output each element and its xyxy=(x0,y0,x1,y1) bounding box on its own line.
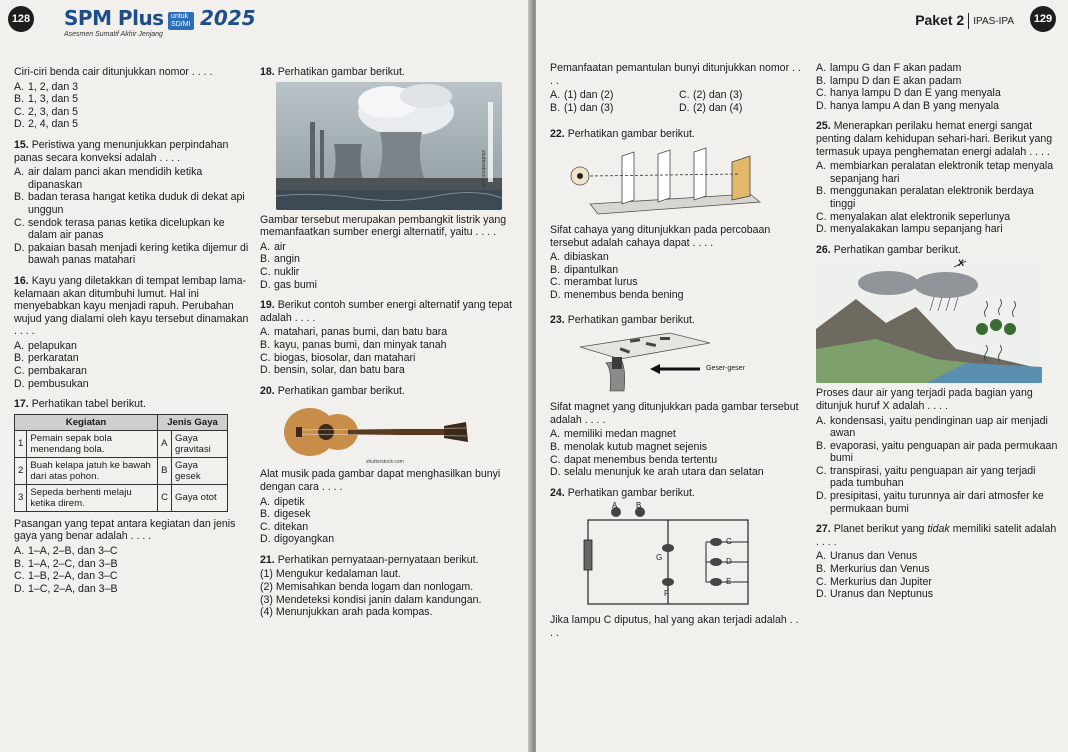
option[interactable] xyxy=(14,570,250,583)
option[interactable] xyxy=(550,89,673,102)
option-text: matahari, panas bumi, dan batu bara xyxy=(274,326,448,339)
option[interactable] xyxy=(550,428,802,441)
option-text: menyalakan alat elektronik seperlunya xyxy=(830,210,1011,223)
option[interactable] xyxy=(816,100,1060,113)
option-text: Merkurius dan Jupiter xyxy=(830,575,932,588)
question-17 xyxy=(14,398,250,595)
nuclear-plant-illustration xyxy=(276,82,502,210)
question-number: 22. xyxy=(550,128,565,141)
option-letter: C. xyxy=(14,105,25,118)
table-cell: Buah kelapa jatuh ke bawah dari atas pohon. xyxy=(27,457,158,484)
option[interactable] xyxy=(550,102,673,115)
option-text: perkaratan xyxy=(28,352,79,365)
option-text: 1, 3, dan 5 xyxy=(28,93,79,106)
question-number: 21. xyxy=(260,553,275,566)
option-text: (2) dan (3) xyxy=(693,89,743,102)
question-text: Planet berikut yang xyxy=(833,523,925,536)
option[interactable] xyxy=(14,118,250,131)
left-column-1 xyxy=(14,66,250,603)
option[interactable] xyxy=(816,588,1060,601)
table-cell: Sepeda berhenti melaju ketika direm. xyxy=(27,484,158,511)
option-letter: D. xyxy=(816,99,827,112)
option-text: menyalakakan lampu sepanjang hari xyxy=(830,223,1003,236)
option[interactable] xyxy=(260,508,522,521)
question-text: Alat musik pada gambar dapat menghasilkan bunyi dengan cara . . . . xyxy=(260,468,501,493)
brand-subtitle: Asesmen Sumatif Akhir Jenjang xyxy=(64,31,163,38)
option-text: dipantulkan xyxy=(564,263,619,276)
option-text: memiliki medan magnet xyxy=(564,428,676,441)
statement: (3) Mendeteksi kondisi janin dalam kandungan. xyxy=(260,593,482,606)
question-number: 17. xyxy=(14,398,29,411)
question-stem xyxy=(816,523,1060,548)
water-cycle-image xyxy=(816,259,1042,383)
option-letter: C. xyxy=(816,575,827,588)
option[interactable] xyxy=(14,558,250,571)
option-letter: B. xyxy=(550,440,561,453)
paket-label: Paket 2 xyxy=(915,12,965,28)
option-text: 1, 2, dan 3 xyxy=(28,80,79,93)
question-number: 19. xyxy=(260,299,275,312)
subject-label: IPAS-IPA xyxy=(973,15,1014,27)
question-number: 16. xyxy=(14,274,29,287)
option-letter: A. xyxy=(550,89,561,102)
option-letter: B. xyxy=(14,557,25,570)
light-experiment-image xyxy=(550,144,770,220)
question-text: Pemanfaatan pemantulan bunyi ditunjukkan nomor . . . . xyxy=(550,62,801,87)
option-text: air xyxy=(274,240,286,253)
question-stem xyxy=(14,275,250,338)
question-23 xyxy=(550,314,802,479)
option-letter: B. xyxy=(550,263,561,276)
option[interactable] xyxy=(260,364,522,377)
lamp-label-f: F xyxy=(664,589,669,599)
option-text: ditekan xyxy=(274,520,309,533)
option-text: kayu, panas bumi, dan minyak tanah xyxy=(274,338,447,351)
paket-header xyxy=(915,12,1014,29)
option-letter: D. xyxy=(816,588,827,601)
option-letter: C. xyxy=(260,520,271,533)
question-stem xyxy=(550,128,802,141)
option-letter: A. xyxy=(816,414,827,427)
option[interactable] xyxy=(679,102,802,115)
question-text: Menerapkan perilaku hemat energi sangat penting dalam kehidupan sehari-hari. Berikut yang termasuk upaya penghematan energi adalah . . . . xyxy=(816,120,1053,158)
option-text: angin xyxy=(274,253,300,266)
option[interactable] xyxy=(260,339,522,352)
option-letter: D. xyxy=(550,466,561,479)
option[interactable] xyxy=(679,89,802,102)
question-stem xyxy=(550,487,802,500)
option[interactable] xyxy=(14,242,250,267)
option-text: evaporasi, yaitu penguapan air pada permukaan bumi xyxy=(830,439,1058,465)
option[interactable] xyxy=(260,521,522,534)
magnet-image xyxy=(550,329,780,397)
badge-bottom: SD/MI xyxy=(171,20,191,28)
question-stem xyxy=(816,244,1060,257)
option-letter: A. xyxy=(14,166,25,179)
option-text: Merkurius dan Venus xyxy=(830,563,930,576)
option-text: (1) dan (2) xyxy=(564,89,614,102)
option-letter: C. xyxy=(14,570,25,583)
option-text: merambat lurus xyxy=(564,276,638,289)
option[interactable] xyxy=(816,465,1060,490)
question-24 xyxy=(550,487,802,640)
option-letter: D. xyxy=(14,241,25,254)
question-number: 15. xyxy=(14,138,29,151)
option-letter: A. xyxy=(816,62,827,74)
question-number: 20. xyxy=(260,384,275,397)
question-15 xyxy=(14,139,250,267)
option[interactable] xyxy=(260,352,522,365)
option-letter: B. xyxy=(14,191,25,204)
option[interactable] xyxy=(14,365,250,378)
question-number: 26. xyxy=(816,243,831,256)
option-text: air dalam panci akan mendidih ketika dipanaskan xyxy=(28,166,203,191)
option[interactable] xyxy=(14,166,250,191)
question-text: memiliki satelit adalah . . . . xyxy=(816,523,1057,548)
option-letter: D. xyxy=(14,118,25,131)
image-watermark: shutterstock.com xyxy=(366,459,404,465)
option[interactable] xyxy=(816,550,1060,563)
question-text: Perhatikan tabel berikut. xyxy=(31,398,146,411)
option-text: nuklir xyxy=(274,265,300,278)
option-letter: A. xyxy=(260,326,271,339)
option-letter: A. xyxy=(550,251,561,264)
brand-logo xyxy=(64,6,274,40)
option[interactable] xyxy=(816,490,1060,515)
table-row xyxy=(15,484,228,511)
table-cell: A xyxy=(158,430,172,457)
brand-badge xyxy=(168,12,193,30)
option[interactable] xyxy=(816,75,1060,88)
option[interactable] xyxy=(14,93,250,106)
magnet-illustration xyxy=(550,329,780,397)
table-cell: 3 xyxy=(15,484,27,511)
question-24-tail xyxy=(816,62,1060,112)
option-letter: D. xyxy=(260,533,271,546)
option-text: Uranus dan Venus xyxy=(830,550,918,563)
option[interactable] xyxy=(816,62,1060,75)
option-letter: C. xyxy=(260,265,271,278)
option[interactable] xyxy=(816,576,1060,589)
option-letter: C. xyxy=(550,276,561,289)
option-text: digoyangkan xyxy=(274,533,335,546)
option-text: pakaian basah menjadi kering ketika dijemur di bawah panas matahari xyxy=(28,241,249,267)
option-text: (2) dan (4) xyxy=(693,101,743,114)
option-letter: A. xyxy=(550,428,561,441)
question-number: 25. xyxy=(816,120,831,133)
question-text: Pasangan yang tepat antara kegiatan dan jenis gaya yang benar adalah . . . . xyxy=(14,517,236,543)
question-text: Perhatikan gambar berikut. xyxy=(833,243,961,256)
option-text: bensin, solar, dan batu bara xyxy=(274,364,405,377)
lamp-label-g: G xyxy=(656,553,663,563)
left-page xyxy=(0,0,532,752)
label-x: X xyxy=(958,259,965,269)
table-cell: 2 xyxy=(15,457,27,484)
statement: (1) Mengukur kedalaman laut. xyxy=(260,568,401,581)
option-letter: A. xyxy=(260,240,271,253)
option-letter: B. xyxy=(260,508,271,521)
option-letter: B. xyxy=(816,185,827,198)
table-cell: 1 xyxy=(15,430,27,457)
power-plant-watermark: shutterstock.com xyxy=(480,150,486,188)
question-19 xyxy=(260,299,522,377)
option[interactable] xyxy=(14,81,250,94)
option-letter: A. xyxy=(260,495,271,508)
option-letter: B. xyxy=(260,253,271,266)
table-cell: Gaya otot xyxy=(172,484,228,511)
question-text: Proses daur air yang terjadi pada bagian yang ditunjuk huruf X adalah . . . . xyxy=(816,387,1033,412)
option[interactable] xyxy=(550,264,802,277)
option[interactable] xyxy=(550,441,802,454)
question-number: 27. xyxy=(816,523,831,536)
question-21-tail xyxy=(550,62,802,114)
option[interactable] xyxy=(14,340,250,353)
option-letter: B. xyxy=(816,74,827,87)
question-stem xyxy=(260,299,522,324)
question-number: 24. xyxy=(550,486,565,499)
option-letter: D. xyxy=(14,582,25,595)
option[interactable] xyxy=(260,241,522,254)
option-text: Uranus dan Neptunus xyxy=(830,588,934,601)
option-text: 1–B, 2–A, dan 3–C xyxy=(28,570,118,583)
option[interactable] xyxy=(550,289,802,302)
question-stem xyxy=(14,139,250,164)
light-cards-illustration xyxy=(550,144,770,220)
option-letter: C. xyxy=(816,87,827,100)
option-letter: C. xyxy=(816,210,827,223)
table-row xyxy=(15,457,228,484)
option[interactable] xyxy=(14,378,250,391)
option-text: lampu D dan E akan padam xyxy=(830,74,962,87)
option-letter: B. xyxy=(260,338,271,351)
option-text: menolak kutub magnet sejenis xyxy=(564,440,708,453)
option[interactable] xyxy=(816,160,1060,185)
badge-top: untuk xyxy=(171,12,189,20)
option-text: digesek xyxy=(274,508,311,521)
option[interactable] xyxy=(816,185,1060,210)
option-letter: C. xyxy=(14,365,25,378)
question-26 xyxy=(816,244,1060,516)
option[interactable] xyxy=(550,466,802,479)
option[interactable] xyxy=(14,583,250,596)
option-letter: B. xyxy=(14,93,25,106)
question-27 xyxy=(816,523,1060,601)
option[interactable] xyxy=(260,279,522,292)
option-letter: D. xyxy=(816,223,827,236)
brand-year: 2025 xyxy=(199,6,256,30)
right-column-2 xyxy=(816,62,1060,609)
option-letter: D. xyxy=(14,377,25,390)
question-text: Perhatikan gambar berikut. xyxy=(567,128,695,141)
option[interactable] xyxy=(550,276,802,289)
table-cell: B xyxy=(158,457,172,484)
option-letter: A. xyxy=(14,545,25,558)
question-text: Kayu yang diletakkan di tempat lembap lama-kelamaan akan ditumbuhi lumut. Hal ini menyebabkan kayu menjadi rapuh. Perubahan wujud yang dialami oleh kayu tersebut dinamakan . . . . xyxy=(14,274,249,338)
option[interactable] xyxy=(260,253,522,266)
brand-name: SPM Plus xyxy=(64,6,164,30)
option[interactable] xyxy=(550,251,802,264)
option-letter: D. xyxy=(550,288,561,301)
option-text: 1–C, 2–A, dan 3–B xyxy=(28,582,118,595)
option-text: membiarkan peralatan elektronik tetap menyala sepanjang hari xyxy=(830,160,1054,185)
header-divider xyxy=(968,13,969,29)
option-letter: A. xyxy=(816,160,827,173)
question-text: Jika lampu C diputus, hal yang akan terjadi adalah . . . . xyxy=(550,614,799,639)
option-letter: C. xyxy=(550,453,561,466)
question-stem: Ciri-ciri benda cair ditunjukkan nomor . . . . xyxy=(14,66,213,78)
option-letter: A. xyxy=(14,339,25,352)
lamp-label-d: D xyxy=(726,557,732,567)
table-cell: Gaya gravitasi xyxy=(172,430,228,457)
option-text: dapat menembus benda tertentu xyxy=(564,453,718,466)
question-21 xyxy=(260,554,522,619)
table-cell: Gaya gesek xyxy=(172,457,228,484)
option[interactable] xyxy=(816,211,1060,224)
option-text: hanya lampu D dan E yang menyala xyxy=(830,87,1001,100)
question-16 xyxy=(14,275,250,390)
option-text: lampu G dan F akan padam xyxy=(830,62,962,74)
question-25 xyxy=(816,120,1060,235)
water-cycle-illustration xyxy=(816,259,1042,383)
question-text: Berikut contoh sumber energi alternatif yang tepat adalah . . . . xyxy=(260,299,513,324)
option-letter: D. xyxy=(260,278,271,291)
circuit-diagram xyxy=(576,502,796,610)
table-header: Jenis Gaya xyxy=(158,414,228,430)
option[interactable] xyxy=(816,563,1060,576)
table-header: Kegiatan xyxy=(15,414,158,430)
option-letter: B. xyxy=(14,352,25,365)
option-letter: A. xyxy=(816,550,827,563)
option-text: pembusukan xyxy=(28,377,89,390)
option-letter: D. xyxy=(816,490,827,503)
table-cell: Pemain sepak bola menendang bola. xyxy=(27,430,158,457)
guitar-image xyxy=(276,400,476,464)
right-page xyxy=(536,0,1068,752)
question-text: Sifat magnet yang ditunjukkan pada gambar tersebut adalah . . . . xyxy=(550,401,799,426)
option-letter: D. xyxy=(260,364,271,377)
option[interactable] xyxy=(260,266,522,279)
lamp-label-b: B xyxy=(636,502,642,511)
option-text: 2, 3, dan 5 xyxy=(28,105,79,118)
guitar-illustration xyxy=(276,400,476,464)
question-text: Perhatikan gambar berikut. xyxy=(567,486,695,499)
question-text: Perhatikan gambar berikut. xyxy=(277,384,405,397)
option-text: gas bumi xyxy=(274,278,317,291)
option-text: pembakaran xyxy=(28,365,87,378)
table-cell: C xyxy=(158,484,172,511)
option-text: menggunakan peralatan elektronik berdaya tinggi xyxy=(830,185,1034,210)
option-letter: C. xyxy=(260,351,271,364)
statement: (4) Menunjukkan arah pada kompas. xyxy=(260,606,433,619)
question-text: Sifat cahaya yang ditunjukkan pada percobaan tersebut adalah cahaya dapat . . . . xyxy=(550,223,771,249)
option-text: (1) dan (3) xyxy=(564,101,614,114)
option[interactable] xyxy=(14,217,250,242)
option[interactable] xyxy=(14,352,250,365)
question-stem xyxy=(260,554,522,567)
table-row xyxy=(15,430,228,457)
question-stem xyxy=(260,385,522,398)
question-stem xyxy=(14,398,250,411)
circuit-image xyxy=(576,502,796,610)
option-text: transpirasi, yaitu penguapan air yang terjadi pada tumbuhan xyxy=(830,464,1036,490)
option[interactable] xyxy=(816,440,1060,465)
option-letter: C. xyxy=(679,89,690,102)
option-letter: B. xyxy=(816,439,827,452)
option[interactable] xyxy=(14,545,250,558)
question-text: Perhatikan gambar berikut. xyxy=(567,313,695,326)
option-letter: B. xyxy=(816,563,827,576)
left-page-number: 128 xyxy=(8,6,34,32)
question-emphasis: tidak xyxy=(927,523,950,536)
option-text: hanya lampu A dan B yang menyala xyxy=(830,99,1000,112)
option[interactable] xyxy=(816,223,1060,236)
option[interactable] xyxy=(260,326,522,339)
question-stem xyxy=(816,120,1060,158)
option[interactable] xyxy=(14,191,250,216)
question-20 xyxy=(260,385,522,546)
question-text: Peristiwa yang menunjukkan perpindahan panas secara konveksi adalah . . . . xyxy=(14,138,229,164)
option-text: presipitasi, yaitu turunnya air dari atmosfer ke permukaan bumi xyxy=(830,490,1044,515)
option-text: biogas, biosolar, dan matahari xyxy=(274,351,416,364)
question-number: 23. xyxy=(550,313,565,326)
option-letter: D. xyxy=(679,101,690,114)
lamp-label-a: A xyxy=(612,502,618,511)
option[interactable] xyxy=(14,106,250,119)
question-stem xyxy=(260,66,522,79)
right-column-1 xyxy=(550,62,802,647)
option-letter: A. xyxy=(14,80,25,93)
option-text: dipetik xyxy=(274,495,305,508)
question-text: Perhatikan pernyataan-pernyataan berikut. xyxy=(277,553,479,566)
option-text: badan terasa hangat ketika duduk di dekat api unggun xyxy=(28,191,245,216)
option-text: kondensasi, yaitu pendinginan uap air menjadi awan xyxy=(830,414,1048,440)
right-page-number: 129 xyxy=(1030,6,1056,32)
option-text: sendok terasa panas ketika dicelupkan ke dalam air panas xyxy=(28,216,225,242)
question-14-tail xyxy=(14,66,250,131)
option-text: 2, 4, dan 5 xyxy=(28,118,79,131)
lamp-label-e: E xyxy=(726,577,732,587)
option-text: 1–A, 2–B, dan 3–C xyxy=(28,545,118,558)
force-table xyxy=(14,414,228,512)
option[interactable] xyxy=(550,454,802,467)
option-letter: C. xyxy=(816,464,827,477)
option[interactable] xyxy=(816,415,1060,440)
option-text: 1–A, 2–C, dan 3–B xyxy=(28,557,118,570)
option-text: menembus benda bening xyxy=(564,288,684,301)
question-number: 18. xyxy=(260,66,275,78)
option-text: pelapukan xyxy=(28,339,77,352)
option-text: selalu menunjuk ke arah utara dan selatan xyxy=(564,466,764,479)
question-text: Gambar tersebut merupakan pembangkit listrik yang memanfaatkan sumber energi alternatif, yaitu . . . . xyxy=(260,213,507,239)
option-letter: C. xyxy=(14,216,25,229)
option[interactable] xyxy=(260,533,522,546)
lamp-label-c: C xyxy=(726,537,732,547)
option-grid xyxy=(550,89,802,114)
statement: (2) Memisahkan benda logam dan nonlogam. xyxy=(260,581,474,594)
question-text: Perhatikan gambar berikut. xyxy=(277,66,405,78)
option[interactable] xyxy=(260,496,522,509)
magnet-label: Geser-geser xyxy=(706,365,745,373)
option-letter: B. xyxy=(550,101,561,114)
question-stem xyxy=(550,314,802,327)
question-22 xyxy=(550,128,802,301)
option[interactable] xyxy=(816,87,1060,100)
option-text: dibiaskan xyxy=(564,251,609,264)
power-plant-image xyxy=(276,82,502,210)
